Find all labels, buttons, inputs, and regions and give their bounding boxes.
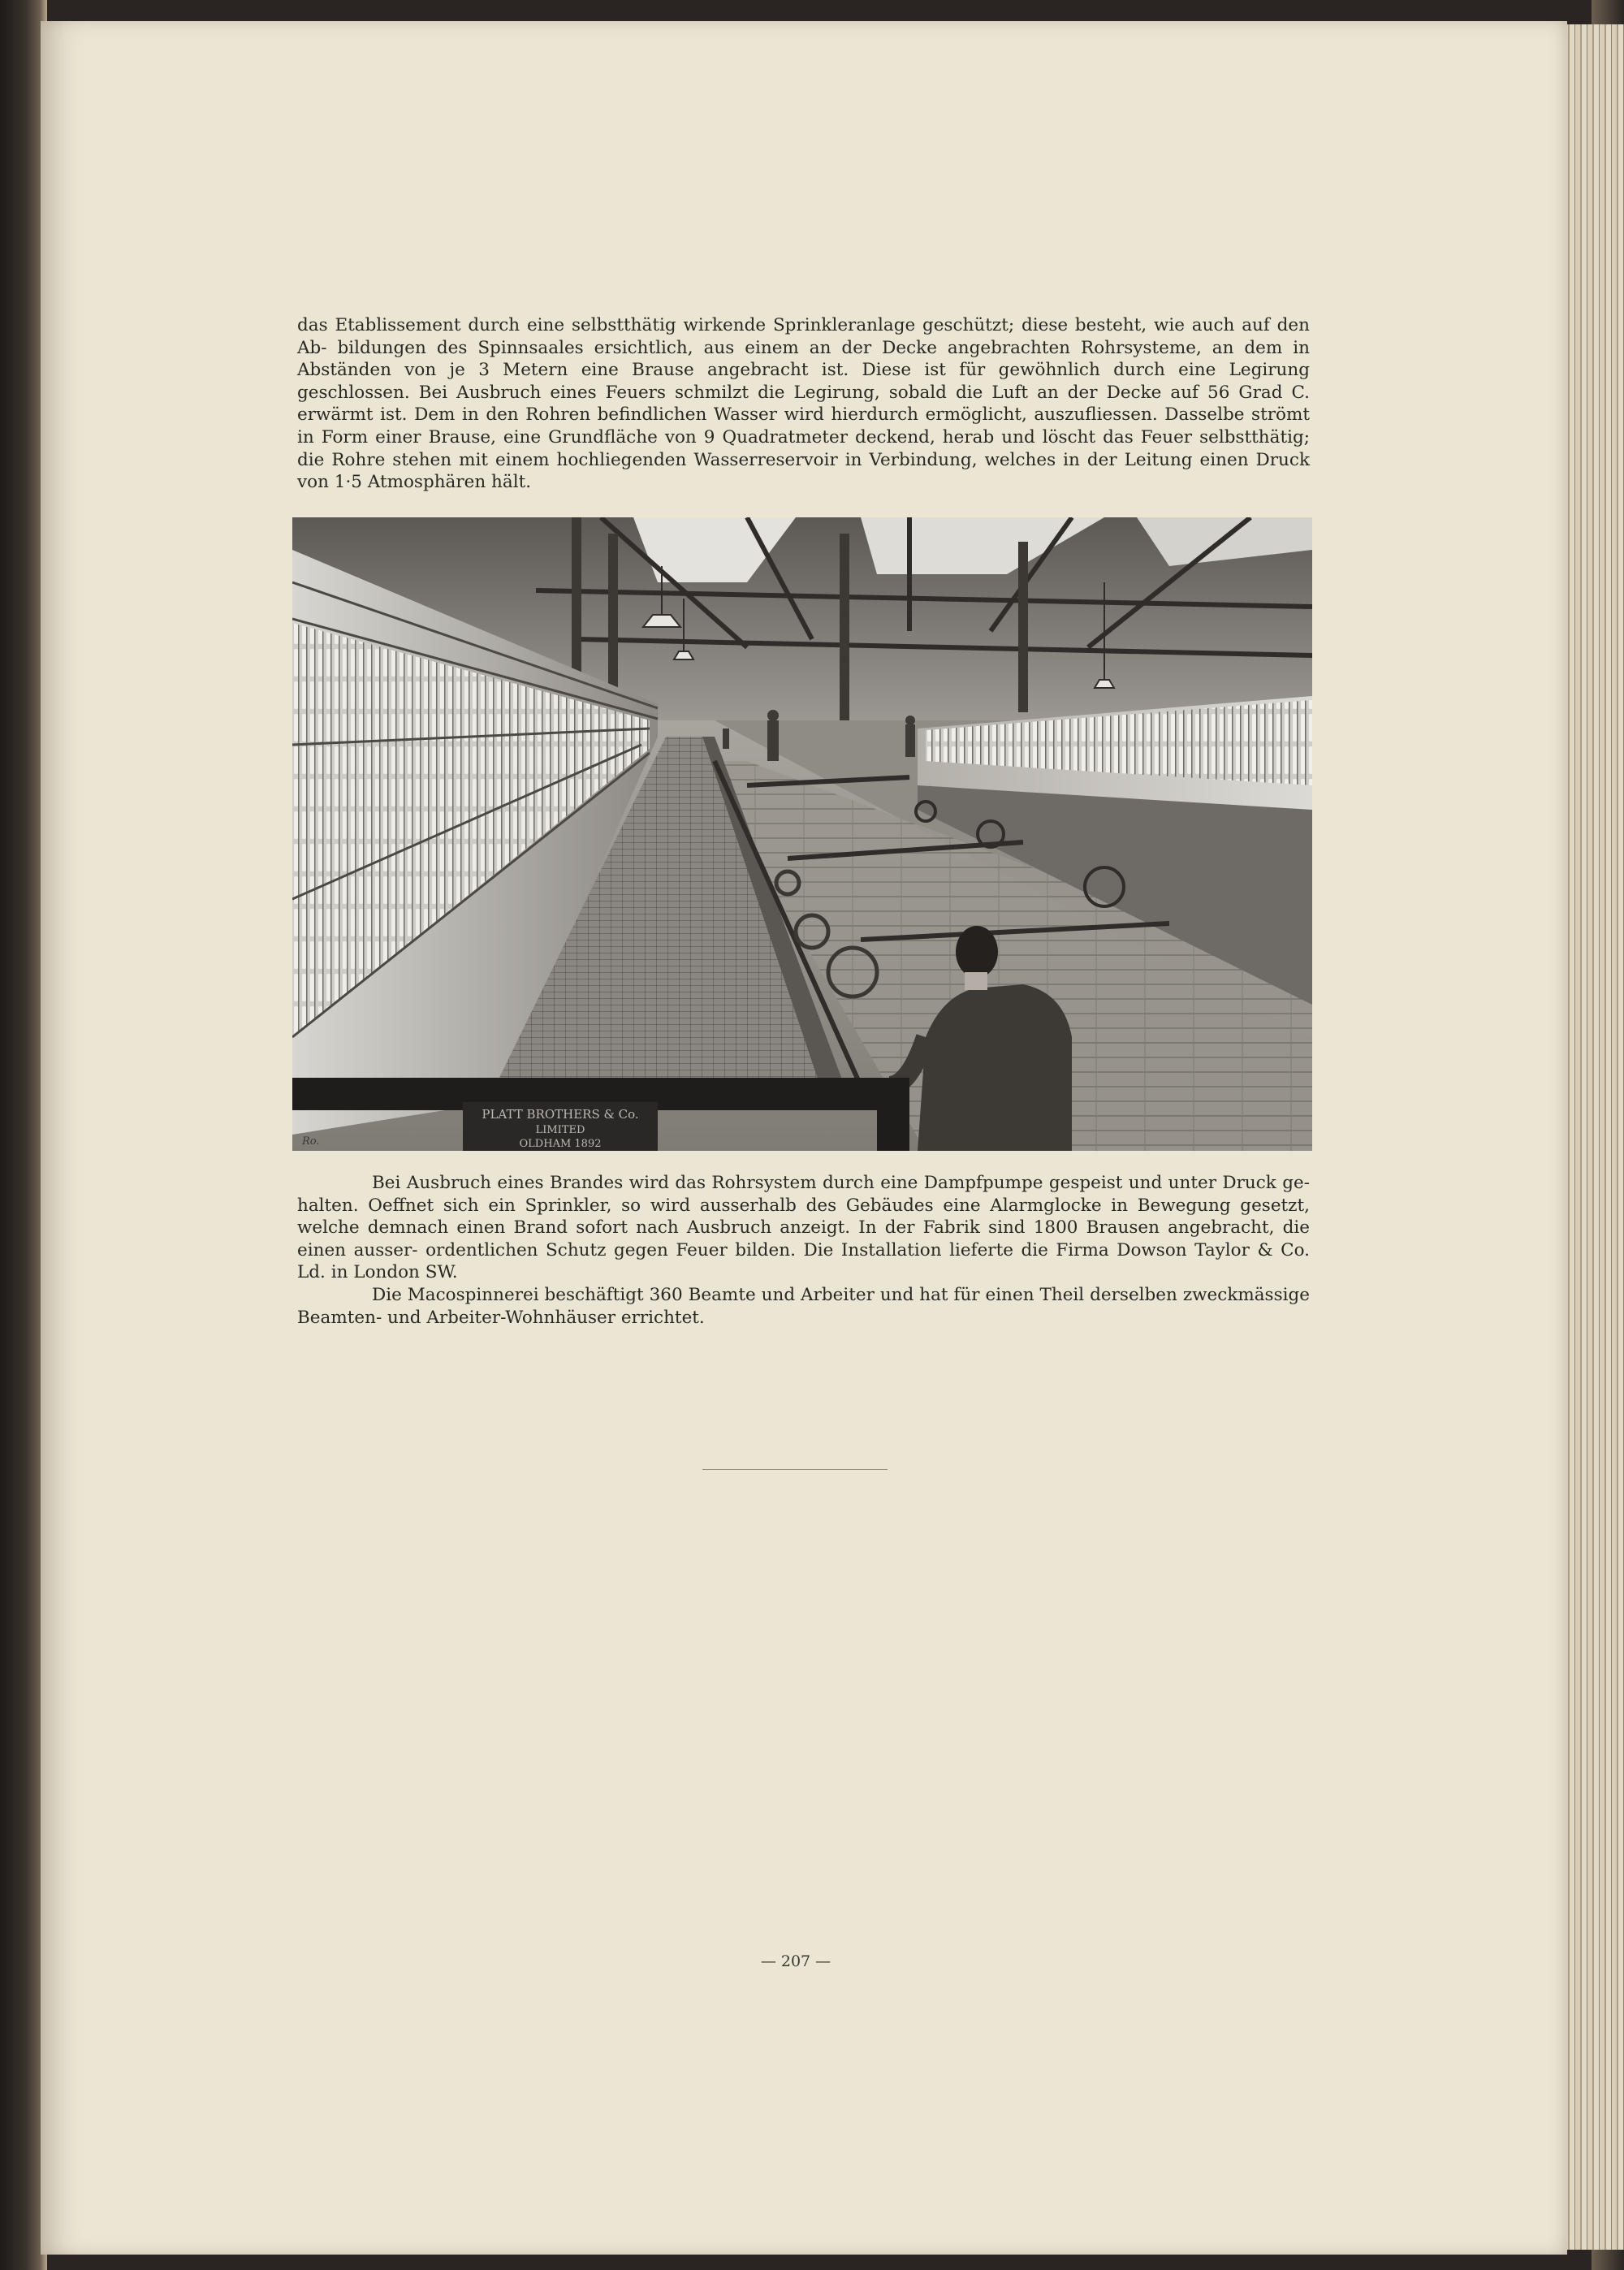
- intro-text: [297, 314, 1310, 494]
- spinning-hall-illustration: [292, 517, 1312, 1151]
- text-line: Beamten- und Arbeiter-Wohnhäuser errichtet.: [297, 1307, 705, 1328]
- intro-paragraph: [297, 314, 1310, 494]
- text-line: ordentlichen Schutz gegen Feuer bilden. Die Installation lieferte die Firma Dowson Taylor & Co. Ld. in: [297, 1239, 1310, 1283]
- machine-end-post: [877, 1078, 909, 1151]
- text-line: befindlichen Wasser wird hierdurch ermöglicht, auszufliessen. Dasselbe strömt in Form einer Brause, eine Grundfläche: [297, 404, 1310, 448]
- text-line: das Etablissement durch eine selbstthätig wirkende Sprinkleranlage geschützt; diese besteht, wie auch auf den Ab-: [297, 315, 1310, 358]
- text-line: Bei Ausbruch eines Brandes wird das Rohrsystem durch eine Dampfpumpe gespeist und unter Druck ge-: [372, 1173, 1310, 1193]
- illustration-svg: [292, 517, 1312, 1151]
- text-line: von 9 Quadratmeter deckend, herab und löscht das Feuer selbstthätig; die Rohre stehen mit einem hochliegenden: [297, 426, 1310, 470]
- text-line: eines Feuers schmilzt die Legirung, sobald die Luft an der Decke auf 56 Grad C. erwärmt ist. Dem in den Rohren: [297, 382, 1311, 426]
- page-number: — 207 —: [760, 1952, 831, 1970]
- section-divider-rule: [702, 1469, 888, 1470]
- text-line: demnach einen Brand sofort nach Ausbruch anzeigt. In der Fabrik sind 1800 Brausen angebracht, die einen ausser-: [297, 1217, 1310, 1260]
- plate-line-3: OLDHAM 1892: [519, 1138, 602, 1150]
- paragraph-alarm-system: [297, 1172, 1310, 1284]
- text-line: Wasserreservoir in Verbindung, welches in der Leitung einen Druck von 1·5 Atmosphären hält.: [297, 449, 1310, 493]
- text-line: je 3 Metern eine Brause angebracht ist. Diese ist für gewöhnlich durch eine Legirung geschlossen. Bei Ausbruch: [297, 360, 1311, 403]
- plate-line-1: PLATT BROTHERS & Co.: [482, 1107, 639, 1122]
- artist-mark: Ro.: [302, 1135, 320, 1148]
- text-line: London SW.: [353, 1262, 458, 1283]
- text-line: Die Macospinnerei beschäftigt 360 Beamte und Arbeiter und hat für einen Theil derselben zweckmässige: [372, 1284, 1310, 1305]
- text-line: halten. Oeffnet sich ein Sprinkler, so wird ausserhalb des Gebäudes eine Alarmglocke in Bewegung gesetzt, welche: [297, 1195, 1310, 1239]
- text-line: bildungen des Spinnsaales ersichtlich, aus einem an der Decke angebrachten Rohrsysteme, an dem in Abständen von: [297, 337, 1310, 381]
- paragraph-workers: [297, 1284, 1310, 1329]
- plate-line-2: LIMITED: [535, 1124, 585, 1136]
- closing-paragraphs: [297, 1172, 1310, 1329]
- paper-sheet: [41, 21, 1567, 2255]
